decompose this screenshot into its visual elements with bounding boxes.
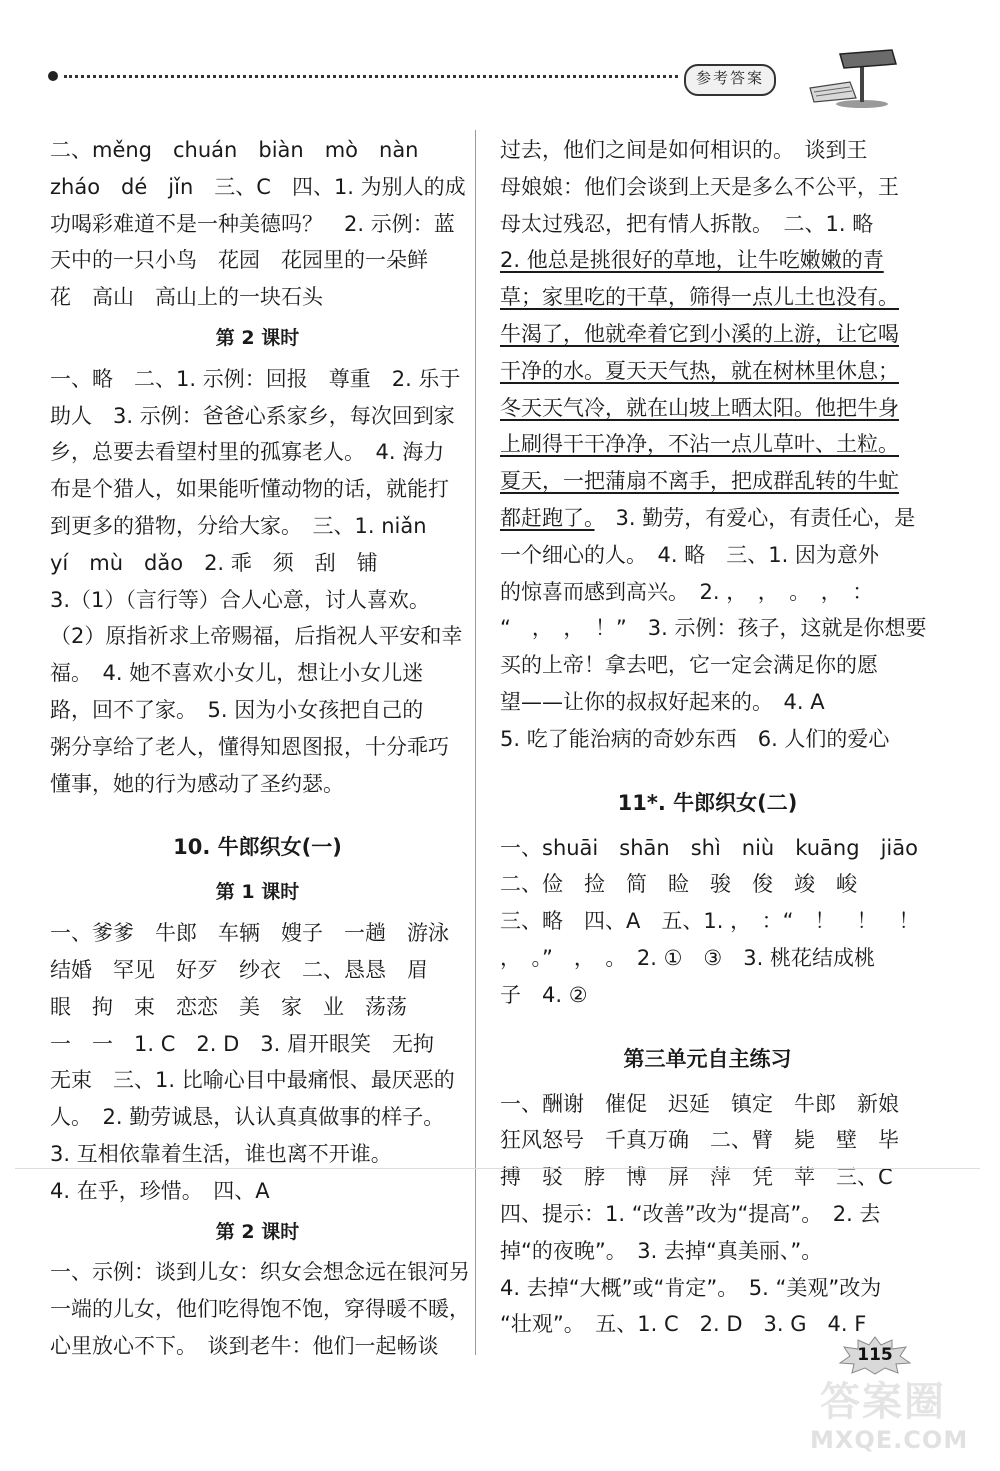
unit-heading: 第三单元自主练习 bbox=[623, 1046, 792, 1071]
underlined-answer-line: 夏天，一把蒲扇不离手，把成群乱转的牛虻 bbox=[500, 469, 899, 494]
watermark-logo-text: 答案圈 bbox=[820, 1379, 946, 1425]
lesson-subheading: 第 1 课时 bbox=[215, 881, 300, 904]
header-dots bbox=[64, 75, 678, 78]
answer-line: 人。 2. 勤劳诚恳，认认真真做事的样子。 bbox=[50, 1105, 445, 1130]
answer-line: 懂事，她的行为感动了圣约瑟。 bbox=[50, 771, 344, 796]
page-number: 115 bbox=[857, 1345, 893, 1365]
answer-line: 布是个猎人，如果能听懂动物的话，就能打 bbox=[50, 477, 449, 502]
answer-line: yí mù dǎo 2. 乖 须 刮 铺 bbox=[50, 550, 378, 575]
watermark bbox=[810, 1370, 990, 1465]
answer-line: 二、俭 捡 简 睑 骏 俊 竣 峻 bbox=[500, 872, 857, 897]
answer-line: 一、酬谢 催促 迟延 镇定 牛郎 新娘 bbox=[500, 1091, 899, 1116]
answer-line: 功喝彩难道不是一种美德吗？ 2. 示例：蓝 bbox=[50, 211, 455, 236]
answer-line: 狂风怒号 千真万确 二、臂 毙 壁 毕 bbox=[500, 1128, 899, 1153]
answer-line: 无束 三、1. 比喻心目中最痛恨、最厌恶的 bbox=[50, 1068, 455, 1093]
header-label: 参考答案 bbox=[684, 64, 776, 96]
answer-line: “壮观”。 五、1. C 2. D 3. G 4. F bbox=[500, 1312, 867, 1337]
answer-line: 助人 3. 示例：爸爸心系家乡，每次回到家 bbox=[50, 403, 455, 428]
answer-line: 一、shuāi shān shì niù kuāng jiāo bbox=[500, 835, 918, 860]
answer-line: zháo dé jǐn 三、C 四、1. 为别人的成 bbox=[50, 174, 466, 199]
answer-line: 母太过残忍，把有情人拆散。 二、1. 略 bbox=[500, 211, 874, 236]
answer-line: 母娘娘：他们会谈到上天是多么不公平，王 bbox=[500, 174, 899, 199]
watermark-url: MXQE.COM bbox=[810, 1426, 969, 1454]
answer-line: 天中的一只小鸟 花园 花园里的一朵鲜 bbox=[50, 248, 428, 273]
answer-line: 4. 去掉“大概”或“肯定”。 5. “美观”改为 bbox=[500, 1275, 882, 1300]
answer-line: 心里放心不下。 谈到老牛：他们一起畅谈 bbox=[50, 1333, 439, 1358]
answer-line: 眼 拘 束 恋恋 美 家 业 荡荡 bbox=[50, 994, 407, 1019]
underlined-answer-line: 2. 他总是挑很好的草地，让牛吃嫩嫩的青 bbox=[500, 248, 884, 273]
answer-line: 到更多的猎物，分给大家。 三、1. niǎn bbox=[50, 513, 427, 538]
answer-line: 一个细心的人。 4. 略 三、1. 因为意外 bbox=[500, 542, 879, 567]
answer-line: 乡，总要去看望村里的孤寡老人。 4. 海力 bbox=[50, 440, 445, 465]
answer-line bbox=[500, 500, 915, 537]
answer-line: 3.（1）（言行等）合人心意，讨人喜欢。 bbox=[50, 587, 430, 612]
answer-line: 买的上帝！拿去吧，它一定会满足你的愿 bbox=[500, 653, 878, 678]
answer-line: ， 。” ， 。 2. ① ③ 3. 桃花结成桃 bbox=[500, 945, 875, 970]
lesson-heading: 11*. 牛郎织女(二) bbox=[617, 790, 798, 815]
answer-line: 望——让你的叔叔好起来的。 4. A bbox=[500, 689, 825, 714]
column-divider bbox=[475, 130, 476, 1355]
answer-line: 花 高山 高山上的一块石头 bbox=[50, 285, 323, 310]
answer-line: （2）原指祈求上帝赐福，后指祝人平安和幸 bbox=[50, 624, 463, 649]
answer-line: 一端的儿女，他们吃得饱不饱，穿得暖不暖， bbox=[50, 1297, 470, 1322]
answer-line: 结婚 罕见 好歹 纱衣 二、恳恳 眉 bbox=[50, 957, 428, 982]
underlined-answer-line: 上刷得干干净净，不沾一点儿草叶、土粒。 bbox=[500, 432, 899, 457]
answer-line: 的惊喜而感到高兴。 2. ， ， 。 ， ： bbox=[500, 579, 874, 604]
underlined-answer-line: 冬天天气冷，就在山坡上晒太阳。他把牛身 bbox=[500, 395, 899, 420]
desk-lamp-icon bbox=[800, 40, 910, 110]
answer-fragment: 3. 勤劳，有爱心，有责任心，是 bbox=[594, 505, 916, 530]
right-column bbox=[500, 132, 927, 1343]
underlined-answer-line: 草；家里吃的干草，筛得一点儿土也没有。 bbox=[500, 285, 899, 310]
answer-line: 三、略 四、A 五、1. ， ：“ ！ ！ ！ bbox=[500, 909, 920, 934]
lesson-subheading: 第 2 课时 bbox=[215, 326, 300, 349]
underlined-answer-line: 干净的水。夏天天气热，就在树林里休息； bbox=[500, 358, 899, 383]
answer-line: 一 一 1. C 2. D 3. 眉开眼笑 无拘 bbox=[50, 1031, 434, 1056]
answer-line: 5. 吃了能治病的奇妙东西 6. 人们的爱心 bbox=[500, 726, 890, 751]
answer-line: 4. 在乎，珍惜。 四、A bbox=[50, 1178, 270, 1203]
underlined-fragment: 都赶跑了。 bbox=[500, 505, 595, 530]
answer-line: 二、měng chuán biàn mò nàn bbox=[50, 138, 419, 162]
answer-line: 3. 互相依靠着生活，谁也离不开谁。 bbox=[50, 1141, 392, 1166]
left-column bbox=[50, 132, 470, 1365]
underlined-answer-line: 牛渴了，他就牵着它到小溪的上游，让它喝 bbox=[500, 321, 899, 346]
answer-line: 搏 驳 脖 博 屏 萍 凭 苹 三、C bbox=[500, 1165, 893, 1190]
answer-line: 一、示例：谈到儿女：织女会想念远在银河另 bbox=[50, 1260, 470, 1285]
answer-line: 福。 4. 她不喜欢小女儿，想让小女儿迷 bbox=[50, 661, 424, 686]
answer-line: 一、略 二、1. 示例：回报 尊重 2. 乐于 bbox=[50, 366, 461, 391]
header-dotted-rule bbox=[48, 72, 678, 80]
lesson-heading: 10. 牛郎织女(一) bbox=[173, 835, 342, 860]
answer-line: 掉“的夜晚”。 3. 去掉“真美丽、”。 bbox=[500, 1238, 823, 1263]
faint-rule bbox=[15, 1168, 980, 1169]
lesson-subheading: 第 2 课时 bbox=[215, 1220, 300, 1243]
answer-line: 路，回不了家。 5. 因为小女孩把自己的 bbox=[50, 697, 424, 722]
answer-line: 过去，他们之间是如何相识的。 谈到王 bbox=[500, 138, 868, 162]
answer-line: 一、爹爹 牛郎 车辆 嫂子 一趟 游泳 bbox=[50, 921, 449, 946]
header-bullet bbox=[48, 71, 58, 81]
answer-line: “ ， ， ！” 3. 示例：孩子，这就是你想要 bbox=[500, 616, 927, 641]
answer-line: 子 4. ② bbox=[500, 982, 588, 1007]
answer-line: 四、提示：1. “改善”改为“提高”。 2. 去 bbox=[500, 1201, 881, 1226]
page-number-badge bbox=[838, 1335, 912, 1375]
answer-line: 粥分享给了老人，懂得知恩图报，十分乖巧 bbox=[50, 734, 449, 759]
